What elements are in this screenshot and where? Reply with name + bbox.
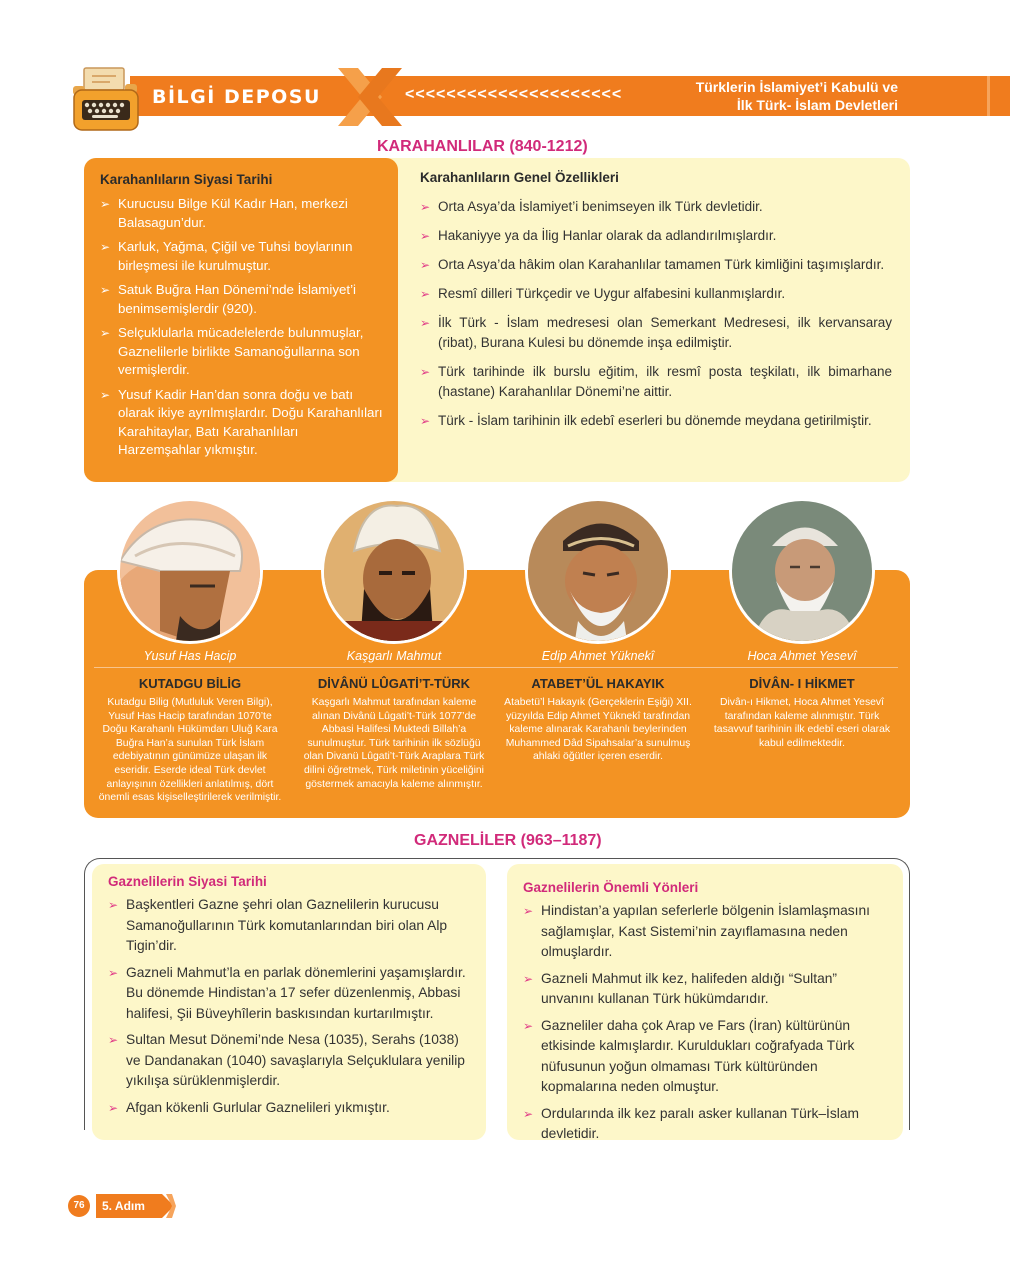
list-item: ➢ Afgan kökenli Gurlular Gaznelileri yıkmıştır. <box>108 1098 472 1119</box>
list-item: ➢ Yusuf Kadir Han’dan sonra doğu ve batı olarak ikiye ayrılmışlardır. Doğu Karahanlıları Karahitaylar, Batı Karahanlıları Harzemşahlar yıkmıştır. <box>100 386 383 457</box>
siyasi-list <box>100 195 384 460</box>
topic-line-1: Türklerin İslamiyet’i Kabulü ve <box>695 79 898 95</box>
list-item: ➢ İlk Türk - İslam medresesi olan Semerkant Medresesi, ilk kervansaray (ribat), Burana Kulesi bu dönemde inşa edilmiştir. <box>420 315 892 350</box>
list-item: ➢ Hakaniyye ya da İlig Hanlar olarak da adlandırılmışlardır. <box>420 226 892 246</box>
work-description: Divân-ı Hikmet, Hoca Ahmet Yesevî tarafından kaleme alınmıştır. Türk tasavvuf tarihinin ilk edebî eseri olarak kabul edilmektedir. <box>713 697 891 749</box>
list-item: ➢ Gazneli Mahmut ilk kez, halifeden aldığı “Sultan” unvanını kullanan Türk hükümdarıdır. <box>523 970 838 1006</box>
list-item: ➢ Başkentleri Gazne şehri olan Gaznelilerin kurucusu Samanoğullarının Türk komutanlarından biri olan Alp Tigin’dir. <box>108 897 448 953</box>
arrow-icon: ➢ <box>100 283 111 297</box>
work-atabetul-hakayik <box>503 676 693 764</box>
list-item: ➢ Gazneli Mahmut’la en parlak dönemlerini yaşamışlardır. Bu dönemde Hindistan’a 17 sefer düzenlenmiş, Abbasi halifesi, Şii Büveyhîlerin baskısından kurtarılmıştır. <box>108 964 466 1021</box>
arrow-icon: ➢ <box>420 200 431 214</box>
siyasi-heading: Karahanlıların Siyasi Tarihi <box>100 172 273 187</box>
work-description: Atabetü’l Hakayık (Gerçeklerin Eşiği) XII. yüzyılda Edip Ahmet Yüknekî tarafından kaleme alınarak Karahanlı beylerinden Muhammed Dâd Sipahsalar’a sunulmuş ahlaki öğütler içeren eserdir. <box>504 697 692 763</box>
arrow-icon: ➢ <box>108 1033 119 1047</box>
genel-list <box>420 197 892 431</box>
arrow-icon: ➢ <box>420 229 431 243</box>
arrow-icon: ➢ <box>108 898 119 912</box>
chevron-decoration: <<<<<<<<<<<<<<<<<<<<< <box>405 86 623 103</box>
section-title-karahanlilar: KARAHANLILAR (840-1212) <box>377 138 588 155</box>
page-number: 76 <box>68 1195 90 1217</box>
portrait-kasgarli-mahmut <box>321 498 467 644</box>
list-item: ➢ Orta Asya’da İslamiyet’i benimseyen ilk Türk devletidir. <box>420 197 892 217</box>
list-item: ➢ Resmî dilleri Türkçedir ve Uygur alfabesini kullanmışlardır. <box>420 284 892 304</box>
arrow-icon: ➢ <box>100 240 111 254</box>
arrow-icon: ➢ <box>523 904 534 918</box>
arrow-icon: ➢ <box>523 971 534 986</box>
list-item: ➢ Kurucusu Bilge Kül Kadır Han, merkezi Balasagun’dur. <box>100 196 348 230</box>
arrow-icon: ➢ <box>420 414 431 428</box>
gazne-siyasi-heading: Gaznelilerin Siyasi Tarihi <box>108 874 267 889</box>
topic-line-2: İlk Türk- İslam Devletleri <box>736 97 898 113</box>
portrait-yusuf-has-hacip <box>117 498 263 644</box>
arrow-icon: ➢ <box>420 258 431 272</box>
section-title-gazneliler: GAZNELİLER (963–1187) <box>414 832 602 849</box>
karahanlilar-genel-box <box>420 170 892 440</box>
chapter-topic <box>696 78 898 114</box>
list-item: ➢ Türk tarihinde ilk burslu eğitim, ilk resmî posta teşkilatı, ilk bimarhane (hastane) Karahanlılar Dönemi’ne aittir. <box>420 364 892 399</box>
typewriter-icon <box>70 66 142 132</box>
gazne-siyasi-list <box>108 895 472 1118</box>
person-name: Yusuf Has Hacip <box>143 649 237 663</box>
arrow-icon: ➢ <box>523 1106 534 1121</box>
arrow-icon: ➢ <box>100 197 111 211</box>
work-title: KUTADGU BİLİG <box>138 676 242 691</box>
portrait-edip-ahmet-yuknaki <box>525 498 671 644</box>
work-divanu-lugatit-turk <box>299 676 489 791</box>
list-item: ➢ Karluk, Yağma, Çiğil ve Tuhsi boylarının birleşmesi ile kurulmuştur. <box>100 239 353 273</box>
work-description: Kaşgarlı Mahmut tarafından kaleme alınan Divânü Lûgati’t-Türk 1077’de Abbasi Halifesi Muktedi Billah’a sunulmuştur. Türk tarihinin ilk sözlüğü olan Divanü Lûgati’t-Türk Araplara Türk dilini öğretmek, Türk miletinin yüceliğini göstermek amacıyla kaleme alınmıştır. <box>303 697 485 790</box>
arrow-icon: ➢ <box>100 387 111 402</box>
list-item: ➢ Türk - İslam tarihinin ilk edebî eserleri bu dönemde meydana getirilmiştir. <box>420 411 892 431</box>
work-description: Kutadgu Bilig (Mutluluk Veren Bilgi), Yusuf Has Hacip tarafından 1070’te Doğu Karahanlı Hükümdarı Uluğ Kara Buğra Han’a sunulan Türk İslam edebiyatının günümüze ulaşan ilk eseridir. Eserde ideal Türk devlet anlayışının özellikleri anlatılmış, dört önemli esas kişiselleştirilerek verilmiştir. <box>98 697 282 804</box>
list-item: ➢ Sultan Mesut Dönemi’nde Nesa (1035), Serahs (1038) ve Dandanakan (1040) savaşlarıyla Selçuklulara yenilip yıkılışa sürüklenmişlerdir. <box>108 1032 465 1088</box>
gazne-onemli-list <box>523 901 889 1145</box>
work-title: DİVÂNÜ LÛGATİ’T-TÜRK <box>317 676 471 691</box>
karahanlilar-siyasi-box <box>84 158 398 482</box>
list-item: ➢ Selçuklularla mücadelelerde bulunmuşlar, Gaznelilerle birlikte Samanoğullarına son vermişlerdir. <box>100 325 364 377</box>
step-label: 5. Adım <box>102 1199 145 1213</box>
arrow-icon: ➢ <box>523 1018 534 1033</box>
gazneliler-siyasi-box <box>92 864 486 1140</box>
brand-title: BİLGİ DEPOSU <box>152 86 321 108</box>
genel-heading: Karahanlıların Genel Özellikleri <box>420 170 619 185</box>
arrow-icon: ➢ <box>420 316 431 330</box>
band-divider <box>94 667 898 668</box>
portrait-hoca-ahmet-yesevi <box>729 498 875 644</box>
person-name: Edip Ahmet Yüknekî <box>541 649 655 663</box>
arrow-icon: ➢ <box>108 965 119 980</box>
list-item: ➢ Satuk Buğra Han Dönemi’nde İslamiyet’i benimsemişlerdir (920). <box>100 282 356 316</box>
gazneliler-onemli-box <box>507 864 903 1140</box>
x-mark-icon <box>330 64 410 130</box>
list-item: ➢ Orta Asya’da hâkim olan Karahanlılar tamamen Türk kimliğini taşımışlardır. <box>420 255 892 275</box>
arrow-icon: ➢ <box>420 365 431 379</box>
arrow-icon: ➢ <box>108 1100 119 1115</box>
work-kutadgu-bilig <box>95 676 285 805</box>
arrow-icon: ➢ <box>420 287 431 301</box>
header-divider <box>987 76 990 116</box>
work-title: DİVÂN- I HİKMET <box>749 676 855 691</box>
list-item: ➢ Gazneliler daha çok Arap ve Fars (İran) kültürünün etkisinde kalmışlardır. Kuruldukları coğrafyada Türk nüfusunun yoğun olmaması Türk kültüründen kopmalarına neden olmuştur. <box>523 1017 855 1094</box>
person-name: Kaşgarlı Mahmut <box>346 649 442 663</box>
arrow-icon: ➢ <box>100 326 111 340</box>
gazne-onemli-heading: Gaznelilerin Önemli Yönleri <box>523 880 699 895</box>
person-name: Hoca Ahmet Yesevî <box>747 649 857 663</box>
list-item: ➢ Hindistan’a yapılan seferlerle bölgenin İslamlaşmasını sağlamışlar, Kast Sistemi’nin zayıflamasına neden olmuşlardır. <box>523 903 870 959</box>
work-divani-hikmet <box>707 676 897 750</box>
list-item: ➢ Ordularında ilk kez paralı asker kullanan Türk–İslam devletidir. <box>523 1105 859 1141</box>
work-title: ATABET’ÜL HAKAYIK <box>531 676 665 691</box>
